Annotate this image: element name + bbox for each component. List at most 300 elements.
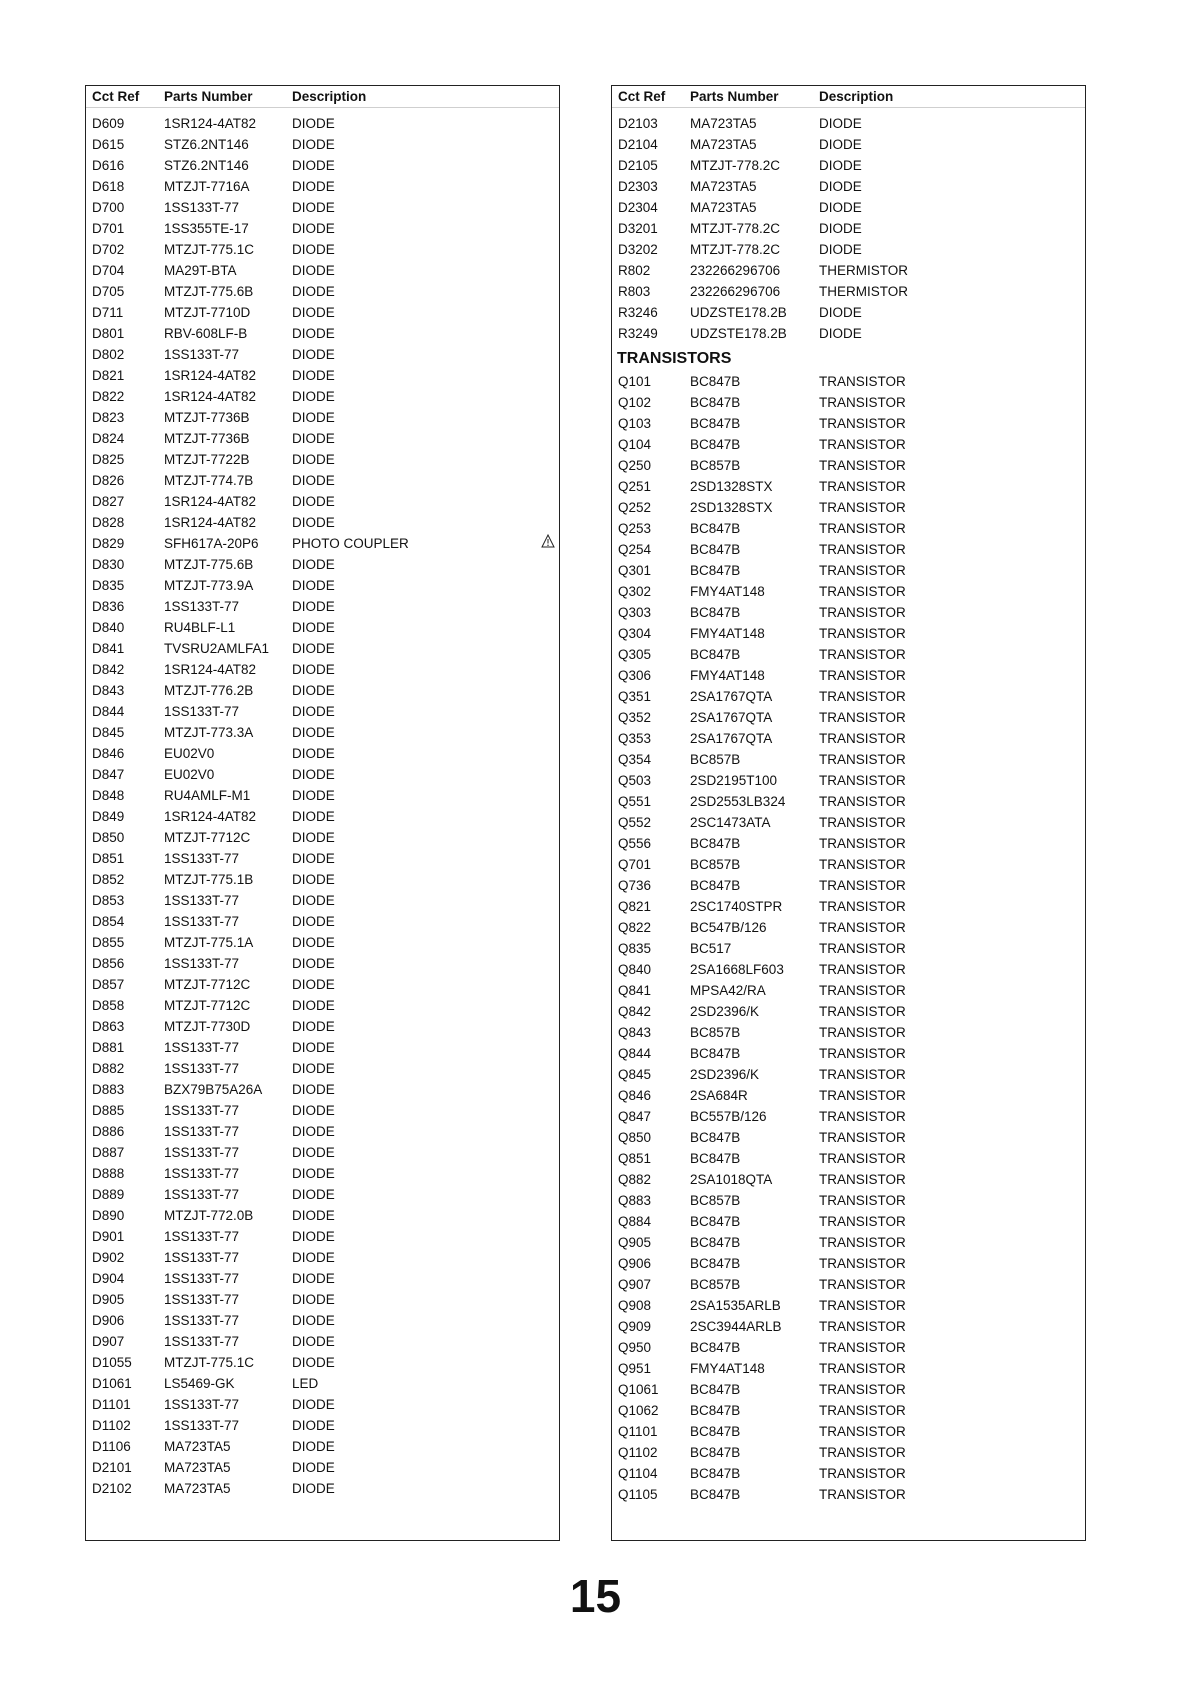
description-cell: DIODE (292, 557, 335, 572)
parts-number-cell: MTZJT-774.7B (164, 473, 254, 488)
description-cell: DIODE (292, 137, 335, 152)
cct-ref-cell: Q352 (618, 710, 652, 725)
cct-ref-cell: D881 (92, 1040, 125, 1055)
cct-ref-cell: Q821 (618, 899, 652, 914)
description-cell: DIODE (292, 1124, 335, 1139)
description-cell: TRANSISTOR (819, 1382, 906, 1397)
parts-number-cell: 1SS133T-77 (164, 347, 240, 362)
parts-number-cell: MTZJT-776.2B (164, 683, 254, 698)
cct-ref-cell: D901 (92, 1229, 125, 1244)
table-row (612, 1442, 1085, 1463)
cct-ref-cell: D615 (92, 137, 125, 152)
cct-ref-cell: Q905 (618, 1235, 652, 1250)
table-row (86, 701, 559, 722)
parts-number-cell: MTZJT-773.9A (164, 578, 254, 593)
parts-number-cell: BC847B (690, 416, 741, 431)
parts-number-cell: BC847B (690, 1130, 741, 1145)
cct-ref-cell: D857 (92, 977, 125, 992)
description-cell: THERMISTOR (819, 284, 909, 299)
table-row (612, 812, 1085, 833)
description-cell: TRANSISTOR (819, 395, 906, 410)
description-cell: DIODE (819, 158, 862, 173)
cct-ref-cell: D845 (92, 725, 125, 740)
table-row (86, 1058, 559, 1079)
cct-ref-cell: D701 (92, 221, 125, 236)
parts-number-cell: BC857B (690, 752, 741, 767)
description-cell: DIODE (292, 242, 335, 257)
parts-number-cell: BC847B (690, 836, 741, 851)
cct-ref-cell: Q701 (618, 857, 652, 872)
cct-ref-cell: Q1102 (618, 1445, 658, 1460)
description-cell: TRANSISTOR (819, 437, 906, 452)
description-cell: TRANSISTOR (819, 710, 906, 725)
cct-ref-cell: D836 (92, 599, 125, 614)
table-row (86, 554, 559, 575)
cct-ref-cell: Q351 (618, 689, 652, 704)
description-cell: TRANSISTOR (819, 1235, 906, 1250)
cct-ref-cell: Q104 (618, 437, 652, 452)
description-cell: TRANSISTOR (819, 1340, 906, 1355)
table-row (612, 917, 1085, 938)
cct-ref-cell: Q822 (618, 920, 652, 935)
cct-ref-cell: D2101 (92, 1460, 132, 1475)
page-number: 15 (569, 1570, 622, 1622)
cct-ref-cell: D886 (92, 1124, 125, 1139)
description-cell: DIODE (292, 305, 335, 320)
description-cell: TRANSISTOR (819, 1130, 906, 1145)
table-row (86, 1100, 559, 1121)
parts-number-cell: 1SS133T-77 (164, 893, 240, 908)
parts-number-cell: MA723TA5 (164, 1460, 231, 1475)
cct-ref-cell: Q906 (618, 1256, 652, 1271)
parts-number-cell: 1SR124-4AT82 (164, 515, 257, 530)
table-row (86, 953, 559, 974)
table-row (612, 323, 1085, 344)
parts-number-cell: FMY4AT148 (690, 668, 765, 683)
cct-ref-cell: Q884 (618, 1214, 652, 1229)
cct-ref-cell: D854 (92, 914, 125, 929)
table-row (612, 155, 1085, 176)
cct-ref-cell: D821 (92, 368, 125, 383)
cct-ref-cell: D1061 (92, 1376, 132, 1391)
parts-number-cell: 1SS133T-77 (164, 1103, 240, 1118)
parts-number-cell: EU02V0 (164, 746, 215, 761)
table-row (86, 680, 559, 701)
parts-number-cell: LS5469-GK (164, 1376, 235, 1391)
parts-number-cell: UDZSTE178.2B (690, 305, 787, 320)
parts-number-cell: BC847B (690, 1256, 741, 1271)
description-cell: DIODE (819, 242, 862, 257)
description-cell: DIODE (819, 116, 862, 131)
parts-number-cell: BC847B (690, 1487, 741, 1502)
parts-number-cell: 2SD2396/K (690, 1067, 760, 1082)
table-row (612, 1022, 1085, 1043)
description-cell: TRANSISTOR (819, 563, 906, 578)
description-cell: DIODE (292, 200, 335, 215)
description-cell: DIODE (292, 1313, 335, 1328)
table-row (86, 1142, 559, 1163)
parts-number-cell: MA723TA5 (690, 116, 757, 131)
description-cell: DIODE (292, 1334, 335, 1349)
cct-ref-cell: D705 (92, 284, 125, 299)
table-row (612, 434, 1085, 455)
parts-number-cell: RU4BLF-L1 (164, 620, 236, 635)
parts-number-cell: MPSA42/RA (690, 983, 766, 998)
parts-number-cell: FMY4AT148 (690, 1361, 765, 1376)
table-row (612, 728, 1085, 749)
table-row (86, 911, 559, 932)
cct-ref-cell: Q1104 (618, 1466, 658, 1481)
cct-ref-cell: D858 (92, 998, 125, 1013)
table-row (612, 1274, 1085, 1295)
table-row (612, 854, 1085, 875)
table-row (612, 1148, 1085, 1169)
description-cell: TRANSISTOR (819, 1361, 906, 1376)
description-cell: TRANSISTOR (819, 1445, 906, 1460)
transistor-rows (612, 371, 1085, 1505)
table-row (612, 1379, 1085, 1400)
description-cell: DIODE (292, 389, 335, 404)
cct-ref-cell: D823 (92, 410, 125, 425)
left-parts-table (85, 85, 560, 1541)
description-cell: DIODE (292, 326, 335, 341)
description-cell: DIODE (292, 473, 335, 488)
table-row (612, 197, 1085, 218)
table-row (86, 1037, 559, 1058)
table-row (612, 1337, 1085, 1358)
table-row (86, 617, 559, 638)
cct-ref-cell: Q843 (618, 1025, 652, 1040)
table-row (612, 539, 1085, 560)
cct-ref-cell: Q909 (618, 1319, 652, 1334)
description-cell: TRANSISTOR (819, 857, 906, 872)
parts-number-cell: 1SS133T-77 (164, 1166, 240, 1181)
cct-ref-cell: D1101 (92, 1397, 131, 1412)
cct-ref-cell: Q252 (618, 500, 652, 515)
table-row (612, 1484, 1085, 1505)
description-cell: DIODE (292, 788, 335, 803)
description-cell: DIODE (292, 515, 335, 530)
cct-ref-cell: Q840 (618, 962, 652, 977)
parts-number-cell: 1SR124-4AT82 (164, 809, 257, 824)
parts-number-cell: MTZJT-7712C (164, 998, 251, 1013)
table-row (86, 1184, 559, 1205)
parts-number-cell: RU4AMLF-M1 (164, 788, 251, 803)
parts-number-cell: BC847B (690, 1214, 741, 1229)
cct-ref-cell: D828 (92, 515, 125, 530)
description-cell: TRANSISTOR (819, 416, 906, 431)
parts-number-cell: 2SA1767QTA (690, 689, 773, 704)
parts-number-cell: 2SC1740STPR (690, 899, 783, 914)
description-cell: TRANSISTOR (819, 1487, 906, 1502)
parts-number-cell: BC847B (690, 647, 741, 662)
parts-number-cell: MA723TA5 (164, 1481, 231, 1496)
cct-ref-cell: Q503 (618, 773, 652, 788)
cct-ref-cell: D618 (92, 179, 125, 194)
cct-ref-cell: D829 (92, 536, 125, 551)
description-cell: DIODE (819, 221, 862, 236)
parts-number-cell: FMY4AT148 (690, 626, 765, 641)
cct-ref-cell: Q301 (618, 563, 652, 578)
parts-number-cell: BC847B (690, 1046, 741, 1061)
description-cell: DIODE (292, 431, 335, 446)
parts-number-cell: BC847B (690, 1403, 741, 1418)
table-row (86, 176, 559, 197)
table-row (612, 260, 1085, 281)
description-cell: TRANSISTOR (819, 878, 906, 893)
parts-number-cell: 1SS133T-77 (164, 851, 240, 866)
table-row (86, 596, 559, 617)
cct-ref-cell: D827 (92, 494, 125, 509)
cct-ref-cell: D702 (92, 242, 125, 257)
table-row (612, 959, 1085, 980)
table-row (612, 602, 1085, 623)
description-cell: TRANSISTOR (819, 647, 906, 662)
cct-ref-cell: Q951 (618, 1361, 652, 1376)
description-cell: TRANSISTOR (819, 794, 906, 809)
parts-number-cell: BC847B (690, 437, 741, 452)
parts-number-cell: BC847B (690, 1340, 741, 1355)
cct-ref-cell: D822 (92, 389, 125, 404)
table-row (612, 581, 1085, 602)
parts-number-cell: 232266296706 (690, 263, 781, 278)
table-row (612, 1127, 1085, 1148)
cct-ref-cell: D802 (92, 347, 125, 362)
table-row (86, 638, 559, 659)
description-cell: DIODE (819, 137, 862, 152)
description-cell: TRANSISTOR (819, 1214, 906, 1229)
table-row (612, 1253, 1085, 1274)
parts-number-cell: MTZJT-775.1C (164, 1355, 255, 1370)
cct-ref-cell: D844 (92, 704, 125, 719)
parts-number-cell: BC857B (690, 1277, 741, 1292)
table-row (612, 113, 1085, 134)
table-row (612, 1001, 1085, 1022)
parts-number-cell: 1SS133T-77 (164, 1145, 240, 1160)
table-row (86, 827, 559, 848)
table-row (612, 413, 1085, 434)
table-row (86, 1205, 559, 1226)
cct-ref-cell: D887 (92, 1145, 125, 1160)
table-row (86, 155, 559, 176)
parts-number-cell: MTZJT-7712C (164, 830, 251, 845)
table-row (86, 869, 559, 890)
description-cell: DIODE (292, 704, 335, 719)
parts-number-cell: MTZJT-7722B (164, 452, 250, 467)
description-cell: DIODE (292, 1145, 335, 1160)
table-row (612, 896, 1085, 917)
table-row (612, 134, 1085, 155)
description-cell: TRANSISTOR (819, 1277, 906, 1292)
description-cell: DIODE (819, 179, 862, 194)
description-cell: TRANSISTOR (819, 1088, 906, 1103)
table-row (86, 764, 559, 785)
cct-ref-cell: Q250 (618, 458, 652, 473)
table-row (612, 749, 1085, 770)
parts-number-cell: MTZJT-775.6B (164, 284, 254, 299)
cct-ref-cell: Q556 (618, 836, 652, 851)
description-cell: DIODE (292, 578, 335, 593)
cct-ref-cell: R3249 (618, 326, 658, 341)
description-cell: DIODE (292, 725, 335, 740)
parts-number-cell: BC547B/126 (690, 920, 767, 935)
cct-ref-cell: D847 (92, 767, 125, 782)
table-row (612, 665, 1085, 686)
parts-number-cell: 2SC3944ARLB (690, 1319, 782, 1334)
table-row (612, 1169, 1085, 1190)
table-row (612, 560, 1085, 581)
table-row (86, 1079, 559, 1100)
cct-ref-cell: D890 (92, 1208, 125, 1223)
cct-ref-cell: D835 (92, 578, 125, 593)
table-row (86, 659, 559, 680)
description-cell: DIODE (292, 1166, 335, 1181)
table-row (612, 1295, 1085, 1316)
parts-number-cell: MA723TA5 (690, 200, 757, 215)
description-cell: TRANSISTOR (819, 689, 906, 704)
description-cell: DIODE (292, 284, 335, 299)
parts-number-cell: BC847B (690, 1466, 741, 1481)
table-row (86, 197, 559, 218)
cct-ref-cell: R803 (618, 284, 651, 299)
description-cell: DIODE (819, 326, 862, 341)
header-cct-ref: Cct Ref (92, 89, 140, 104)
parts-number-cell: 1SR124-4AT82 (164, 116, 257, 131)
parts-number-cell: MTZJT-778.2C (690, 242, 781, 257)
cct-ref-cell: Q302 (618, 584, 652, 599)
table-row (86, 806, 559, 827)
description-cell: TRANSISTOR (819, 1025, 906, 1040)
table-row (86, 1457, 559, 1478)
cct-ref-cell: Q736 (618, 878, 652, 893)
description-cell: TRANSISTOR (819, 521, 906, 536)
description-cell: DIODE (292, 1082, 335, 1097)
parts-number-cell: MTZJT-775.1A (164, 935, 254, 950)
table-row (86, 995, 559, 1016)
parts-number-cell: 1SS133T-77 (164, 1040, 240, 1055)
description-cell: TRANSISTOR (819, 584, 906, 599)
description-cell: DIODE (292, 872, 335, 887)
table-row (86, 1394, 559, 1415)
description-cell: DIODE (292, 1460, 335, 1475)
cct-ref-cell: D2303 (618, 179, 658, 194)
description-cell: TRANSISTOR (819, 773, 906, 788)
description-cell: DIODE (292, 641, 335, 656)
cct-ref-cell: D3201 (618, 221, 658, 236)
cct-ref-cell: Q551 (618, 794, 652, 809)
parts-number-cell: 2SA1767QTA (690, 710, 773, 725)
parts-number-cell: BC847B (690, 563, 741, 578)
table-row (86, 449, 559, 470)
table-row (612, 686, 1085, 707)
parts-number-cell: 1SR124-4AT82 (164, 368, 257, 383)
cct-ref-cell: Q835 (618, 941, 652, 956)
table-row (86, 1415, 559, 1436)
parts-number-cell: BC847B (690, 1151, 741, 1166)
parts-number-cell: SFH617A-20P6 (164, 536, 259, 551)
table-row (86, 575, 559, 596)
right-parts-table (611, 85, 1086, 1541)
cct-ref-cell: D801 (92, 326, 125, 341)
parts-number-cell: 1SS133T-77 (164, 704, 240, 719)
description-cell: DIODE (292, 1061, 335, 1076)
cct-ref-cell: D711 (92, 305, 124, 320)
parts-number-cell: 1SS133T-77 (164, 1187, 240, 1202)
description-cell: TRANSISTOR (819, 605, 906, 620)
diodes-continued-rows (612, 113, 1085, 344)
left-table-body (86, 113, 559, 1499)
description-cell: DIODE (292, 347, 335, 362)
description-cell: DIODE (292, 1271, 335, 1286)
description-cell: DIODE (292, 998, 335, 1013)
table-row (612, 1358, 1085, 1379)
cct-ref-cell: Q950 (618, 1340, 652, 1355)
right-table-body (612, 113, 1085, 1505)
description-cell: DIODE (292, 746, 335, 761)
description-cell: TRANSISTOR (819, 752, 906, 767)
parts-number-cell: UDZSTE178.2B (690, 326, 787, 341)
cct-ref-cell: D830 (92, 557, 125, 572)
description-cell: TRANSISTOR (819, 899, 906, 914)
cct-ref-cell: Q102 (618, 395, 652, 410)
description-cell: TRANSISTOR (819, 1046, 906, 1061)
description-cell: DIODE (292, 179, 335, 194)
table-row (612, 1211, 1085, 1232)
description-cell: DIODE (292, 263, 335, 278)
table-row (612, 707, 1085, 728)
cct-ref-cell: D846 (92, 746, 125, 761)
description-cell: DIODE (292, 830, 335, 845)
table-row (612, 455, 1085, 476)
table-row (86, 1352, 559, 1373)
cct-ref-cell: Q883 (618, 1193, 652, 1208)
table-row (612, 302, 1085, 323)
table-row (86, 344, 559, 365)
description-cell: DIODE (292, 116, 335, 131)
cct-ref-cell: D2103 (618, 116, 658, 131)
parts-number-cell: 2SD2396/K (690, 1004, 760, 1019)
parts-number-cell: BC847B (690, 374, 741, 389)
cct-ref-cell: Q354 (618, 752, 652, 767)
description-cell: TRANSISTOR (819, 626, 906, 641)
cct-ref-cell: D883 (92, 1082, 125, 1097)
parts-number-cell: 1SS133T-77 (164, 1334, 240, 1349)
description-cell: DIODE (292, 893, 335, 908)
table-row (86, 1163, 559, 1184)
cct-ref-cell: D826 (92, 473, 125, 488)
table-row (86, 974, 559, 995)
cct-ref-cell: D889 (92, 1187, 125, 1202)
description-cell: DIODE (292, 977, 335, 992)
table-row (612, 476, 1085, 497)
parts-number-cell: BC847B (690, 542, 741, 557)
cct-ref-cell: D851 (92, 851, 125, 866)
description-cell: DIODE (292, 599, 335, 614)
parts-number-cell: MA29T-BTA (164, 263, 237, 278)
parts-number-cell: FMY4AT148 (690, 584, 765, 599)
table-row (612, 1232, 1085, 1253)
table-row (86, 932, 559, 953)
cct-ref-cell: D2104 (618, 137, 658, 152)
parts-number-cell: MTZJT-7730D (164, 1019, 251, 1034)
parts-number-cell: 2SA1668LF603 (690, 962, 784, 977)
table-row (86, 1289, 559, 1310)
table-row (86, 407, 559, 428)
table-row (86, 1478, 559, 1499)
parts-number-cell: 1SR124-4AT82 (164, 494, 257, 509)
table-row (86, 491, 559, 512)
parts-number-cell: MTZJT-778.2C (690, 221, 781, 236)
